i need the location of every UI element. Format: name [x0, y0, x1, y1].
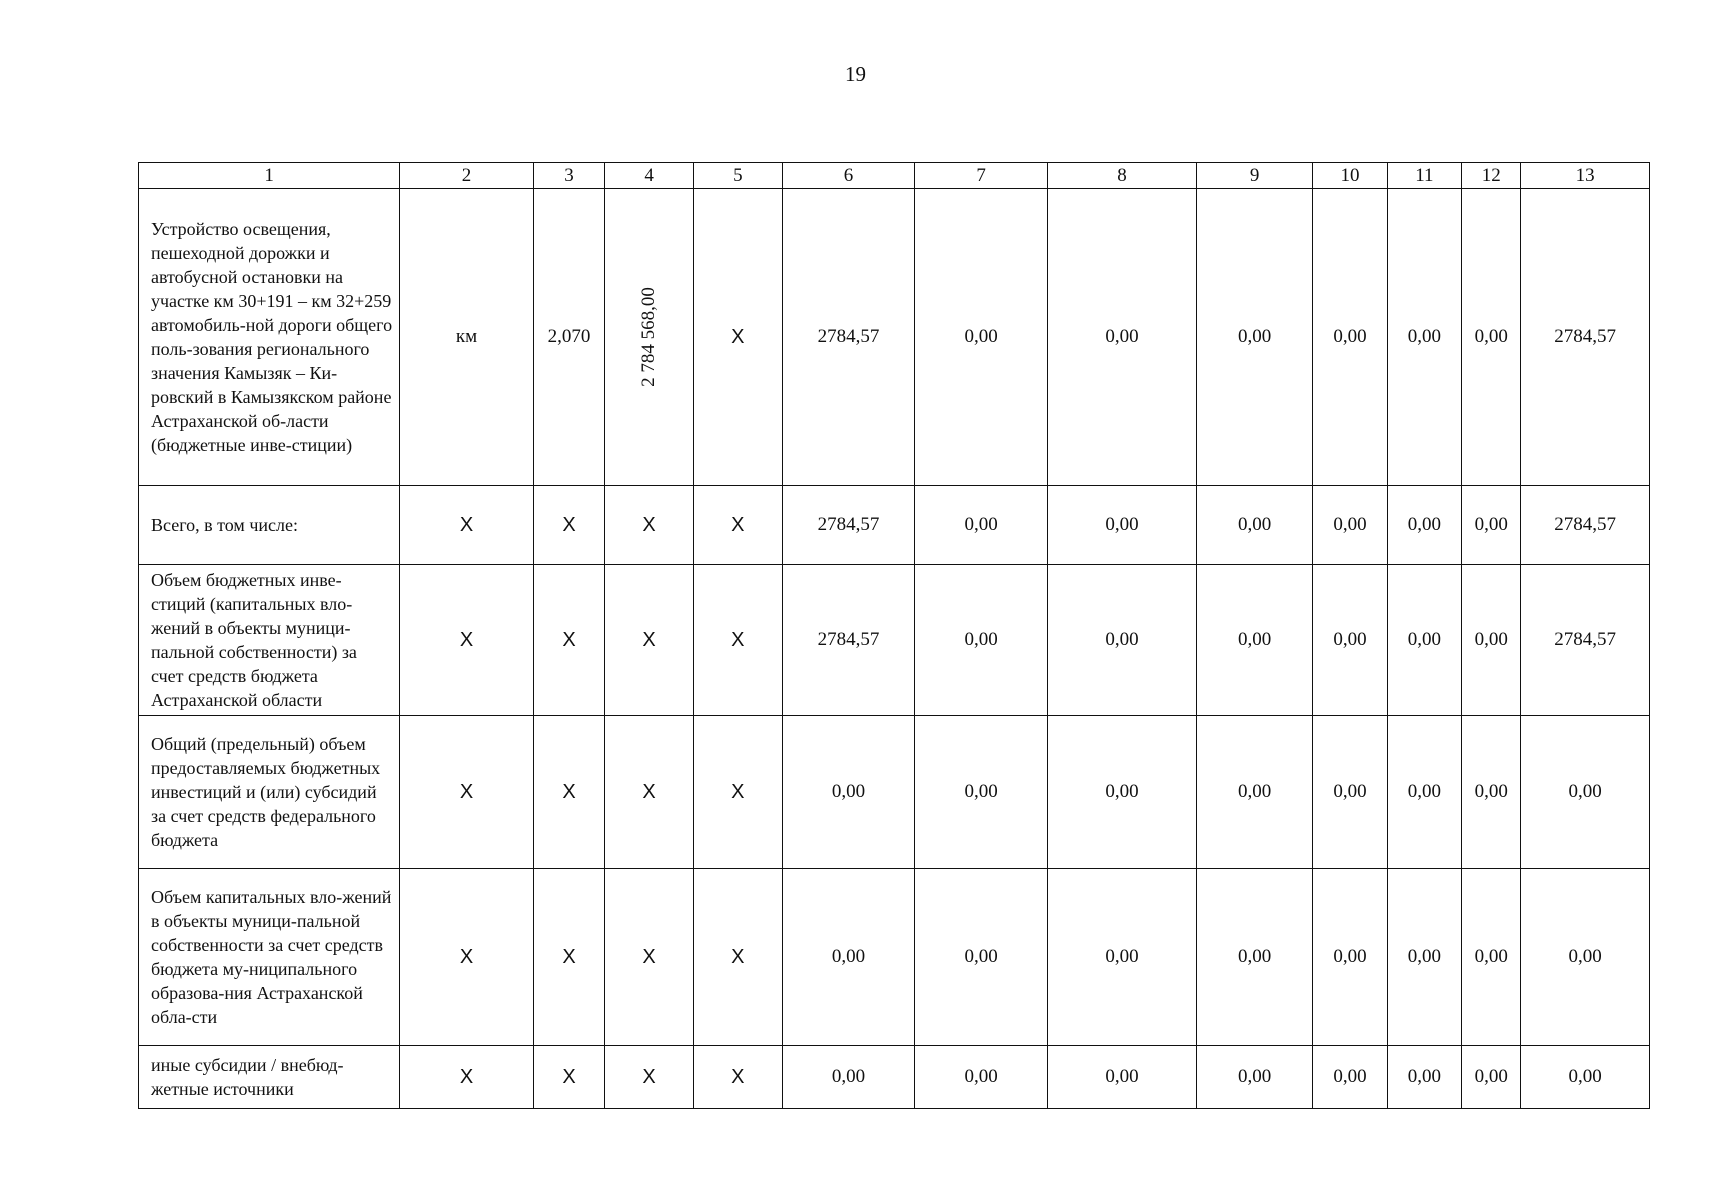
column-header: 11	[1387, 163, 1461, 189]
cell-value: 0,00	[1313, 869, 1387, 1046]
cell-value: 0,00	[1196, 716, 1312, 869]
cell-value: 0,00	[1047, 189, 1196, 486]
cell-mark: X	[693, 1046, 782, 1109]
cell-value: 0,00	[1196, 189, 1312, 486]
cell-value: 0,00	[915, 565, 1048, 716]
cell-mark: X	[533, 565, 604, 716]
row-description: Объем бюджетных инве-стиций (капитальных вло-жений в объекты муници-пальной собственности) за счет средств бюджета Астраханской области	[139, 565, 400, 716]
row-description: Устройство освещения, пешеходной дорожки и автобусной остановки на участке км 30+191 – км 32+259 автомобиль-ной дороги общего поль-зования регионального значения Камызяк – Ки-ровский в Камызякском районе Астраханской об-ласти (бюджетные инве-стиции)	[139, 189, 400, 486]
column-header: 5	[693, 163, 782, 189]
table-row	[139, 189, 1650, 486]
cell-value: 2784,57	[782, 565, 915, 716]
cell-value: 0,00	[1313, 486, 1387, 565]
cell-value: 2784,57	[1521, 486, 1650, 565]
table-row	[139, 565, 1650, 716]
cell-value: 0,00	[915, 716, 1048, 869]
cell-mark: X	[693, 869, 782, 1046]
cell-value: 0,00	[1521, 1046, 1650, 1109]
cell-value: 0,00	[1047, 869, 1196, 1046]
cell-mark: X	[400, 565, 534, 716]
cell-value: 0,00	[1387, 1046, 1461, 1109]
cell-mark: X	[400, 869, 534, 1046]
cell-value: 0,00	[1462, 1046, 1521, 1109]
column-header: 6	[782, 163, 915, 189]
column-header: 3	[533, 163, 604, 189]
budget-table	[138, 162, 1650, 1109]
cell-value: 0,00	[1313, 189, 1387, 486]
cell-value: 0,00	[1313, 1046, 1387, 1109]
cell-value: 2,070	[533, 189, 604, 486]
cell-value: 0,00	[1196, 869, 1312, 1046]
cell-value: 0,00	[1462, 565, 1521, 716]
cell-value: 0,00	[782, 716, 915, 869]
column-header: 7	[915, 163, 1048, 189]
cell-value: 0,00	[1462, 869, 1521, 1046]
cell-value: 0,00	[1047, 486, 1196, 565]
column-header: 9	[1196, 163, 1312, 189]
row-description: Общий (предельный) объем предоставляемых бюджетных инвестиций и (или) субсидий за счет средств федерального бюджета	[139, 716, 400, 869]
cell-value: 0,00	[915, 486, 1048, 565]
table-row	[139, 486, 1650, 565]
cell-value: 0,00	[1521, 869, 1650, 1046]
cell-value: 0,00	[1047, 716, 1196, 869]
cell-value: 0,00	[782, 1046, 915, 1109]
cell-mark: X	[605, 716, 694, 869]
cell-value: 0,00	[782, 869, 915, 1046]
cell-mark: X	[693, 486, 782, 565]
column-header: 1	[139, 163, 400, 189]
cell-value: 0,00	[1047, 565, 1196, 716]
row-description: Объем капитальных вло-жений в объекты муници-пальной собственности за счет средств бюджета му-ниципального образова-ния Астраханской обла-сти	[139, 869, 400, 1046]
cell-value: 2784,57	[782, 486, 915, 565]
cell-value: 0,00	[915, 869, 1048, 1046]
column-header: 8	[1047, 163, 1196, 189]
column-header: 2	[400, 163, 534, 189]
cell-mark: X	[533, 716, 604, 869]
cell-value: 0,00	[1387, 869, 1461, 1046]
row-description: Всего, в том числе:	[139, 486, 400, 565]
column-header: 10	[1313, 163, 1387, 189]
row-description: иные субсидии / внебюд-жетные источники	[139, 1046, 400, 1109]
cell-mark: X	[693, 716, 782, 869]
cell-mark: X	[693, 189, 782, 486]
column-header: 12	[1462, 163, 1521, 189]
cell-value: 0,00	[1387, 189, 1461, 486]
cell-unit: км	[400, 189, 534, 486]
column-header: 4	[605, 163, 694, 189]
table-row	[139, 716, 1650, 869]
table-row	[139, 1046, 1650, 1109]
cell-value: 0,00	[1196, 565, 1312, 716]
cell-value: 2784,57	[782, 189, 915, 486]
cell-mark: X	[605, 565, 694, 716]
cell-value: 0,00	[1462, 716, 1521, 869]
cell-mark: X	[400, 486, 534, 565]
cell-mark: X	[533, 486, 604, 565]
cell-value: 0,00	[1313, 565, 1387, 716]
cell-value: 2784,57	[1521, 189, 1650, 486]
cell-value: 0,00	[1313, 716, 1387, 869]
cell-value: 2784,57	[1521, 565, 1650, 716]
cell-value: 0,00	[1196, 1046, 1312, 1109]
cell-value: 0,00	[1387, 565, 1461, 716]
table-header-row	[139, 163, 1650, 189]
cell-mark: X	[605, 486, 694, 565]
cell-value: 0,00	[915, 189, 1048, 486]
cell-rotated	[605, 189, 694, 486]
cell-mark: X	[533, 869, 604, 1046]
rotated-amount: 2 784 568,00	[638, 287, 660, 387]
cell-mark: X	[693, 565, 782, 716]
cell-value: 0,00	[1387, 486, 1461, 565]
column-header: 13	[1521, 163, 1650, 189]
cell-mark: X	[400, 1046, 534, 1109]
cell-value: 0,00	[1521, 716, 1650, 869]
page-number: 19	[845, 62, 866, 86]
cell-mark: X	[605, 869, 694, 1046]
cell-value: 0,00	[1462, 486, 1521, 565]
cell-value: 0,00	[1196, 486, 1312, 565]
cell-value: 0,00	[1047, 1046, 1196, 1109]
cell-value: 0,00	[915, 1046, 1048, 1109]
cell-mark: X	[605, 1046, 694, 1109]
cell-value: 0,00	[1387, 716, 1461, 869]
table-row	[139, 869, 1650, 1046]
cell-value: 0,00	[1462, 189, 1521, 486]
cell-mark: X	[400, 716, 534, 869]
cell-mark: X	[533, 1046, 604, 1109]
